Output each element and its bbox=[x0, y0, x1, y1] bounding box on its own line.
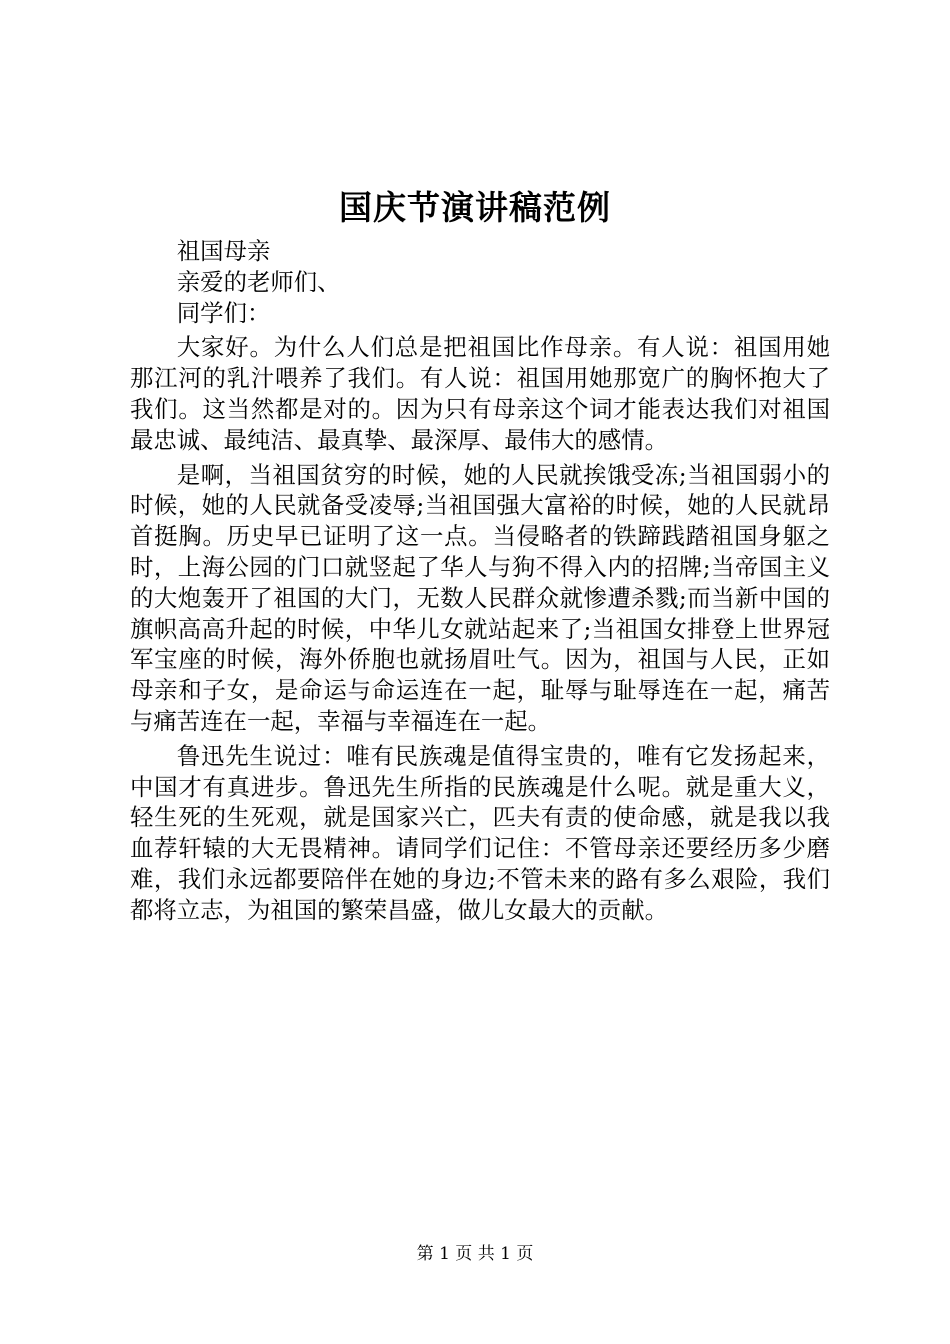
salutation-line: 亲爱的老师们、 bbox=[176, 267, 341, 296]
page-title: 国庆节演讲稿范例 bbox=[339, 188, 611, 227]
body-paragraph: 鲁迅先生说过：唯有民族魂是值得宝贵的，唯有它发扬起来，中国才有真进步。鲁迅先生所指的民族魂是什么呢。就是重大义，轻生死的生死观，就是国家兴亡，匹夫有责的使命感，就是我以我血荐轩辕的大无畏精神。请同学们记住：不管母亲还要经历多少磨难，我们永远都要陪伴在她的身边;不管未来的路有多么艰险，我们都将立志，为祖国的繁荣昌盛，做儿女最大的贡献。 bbox=[130, 741, 830, 924]
salutation-line: 同学们： bbox=[176, 298, 271, 327]
body-paragraph: 是啊，当祖国贫穷的时候，她的人民就挨饿受冻;当祖国弱小的时候，她的人民就备受凌辱;当祖国强大富裕的时候，她的人民就昂首挺胸。历史早已证明了这一点。当侵略者的铁蹄践踏祖国身躯之时，上海公园的门口就竖起了华人与狗不得入内的招牌;当帝国主义的大炮轰开了祖国的大门，无数人民群众就惨遭杀戮;而当新中国的旗帜高高升起的时候，中华儿女就站起来了;当祖国女排登上世界冠军宝座的时候，海外侨胞也就扬眉吐气。因为，祖国与人民，正如母亲和子女，是命运与命运连在一起，耻辱与耻辱连在一起，痛苦与痛苦连在一起，幸福与幸福连在一起。 bbox=[130, 460, 830, 735]
salutation-line: 祖国母亲 bbox=[176, 237, 271, 265]
page-footer: 第 1 页 共 1 页 bbox=[416, 1244, 534, 1264]
document-body bbox=[130, 236, 830, 926]
body-paragraph: 大家好。为什么人们总是把祖国比作母亲。有人说：祖国用她那江河的乳汁喂养了我们。有人说：祖国用她那宽广的胸怀抱大了我们。这当然都是对的。因为只有母亲这个词才能表达我们对祖国最忠诚、最纯洁、最真挚、最深厚、最伟大的感情。 bbox=[130, 333, 830, 454]
